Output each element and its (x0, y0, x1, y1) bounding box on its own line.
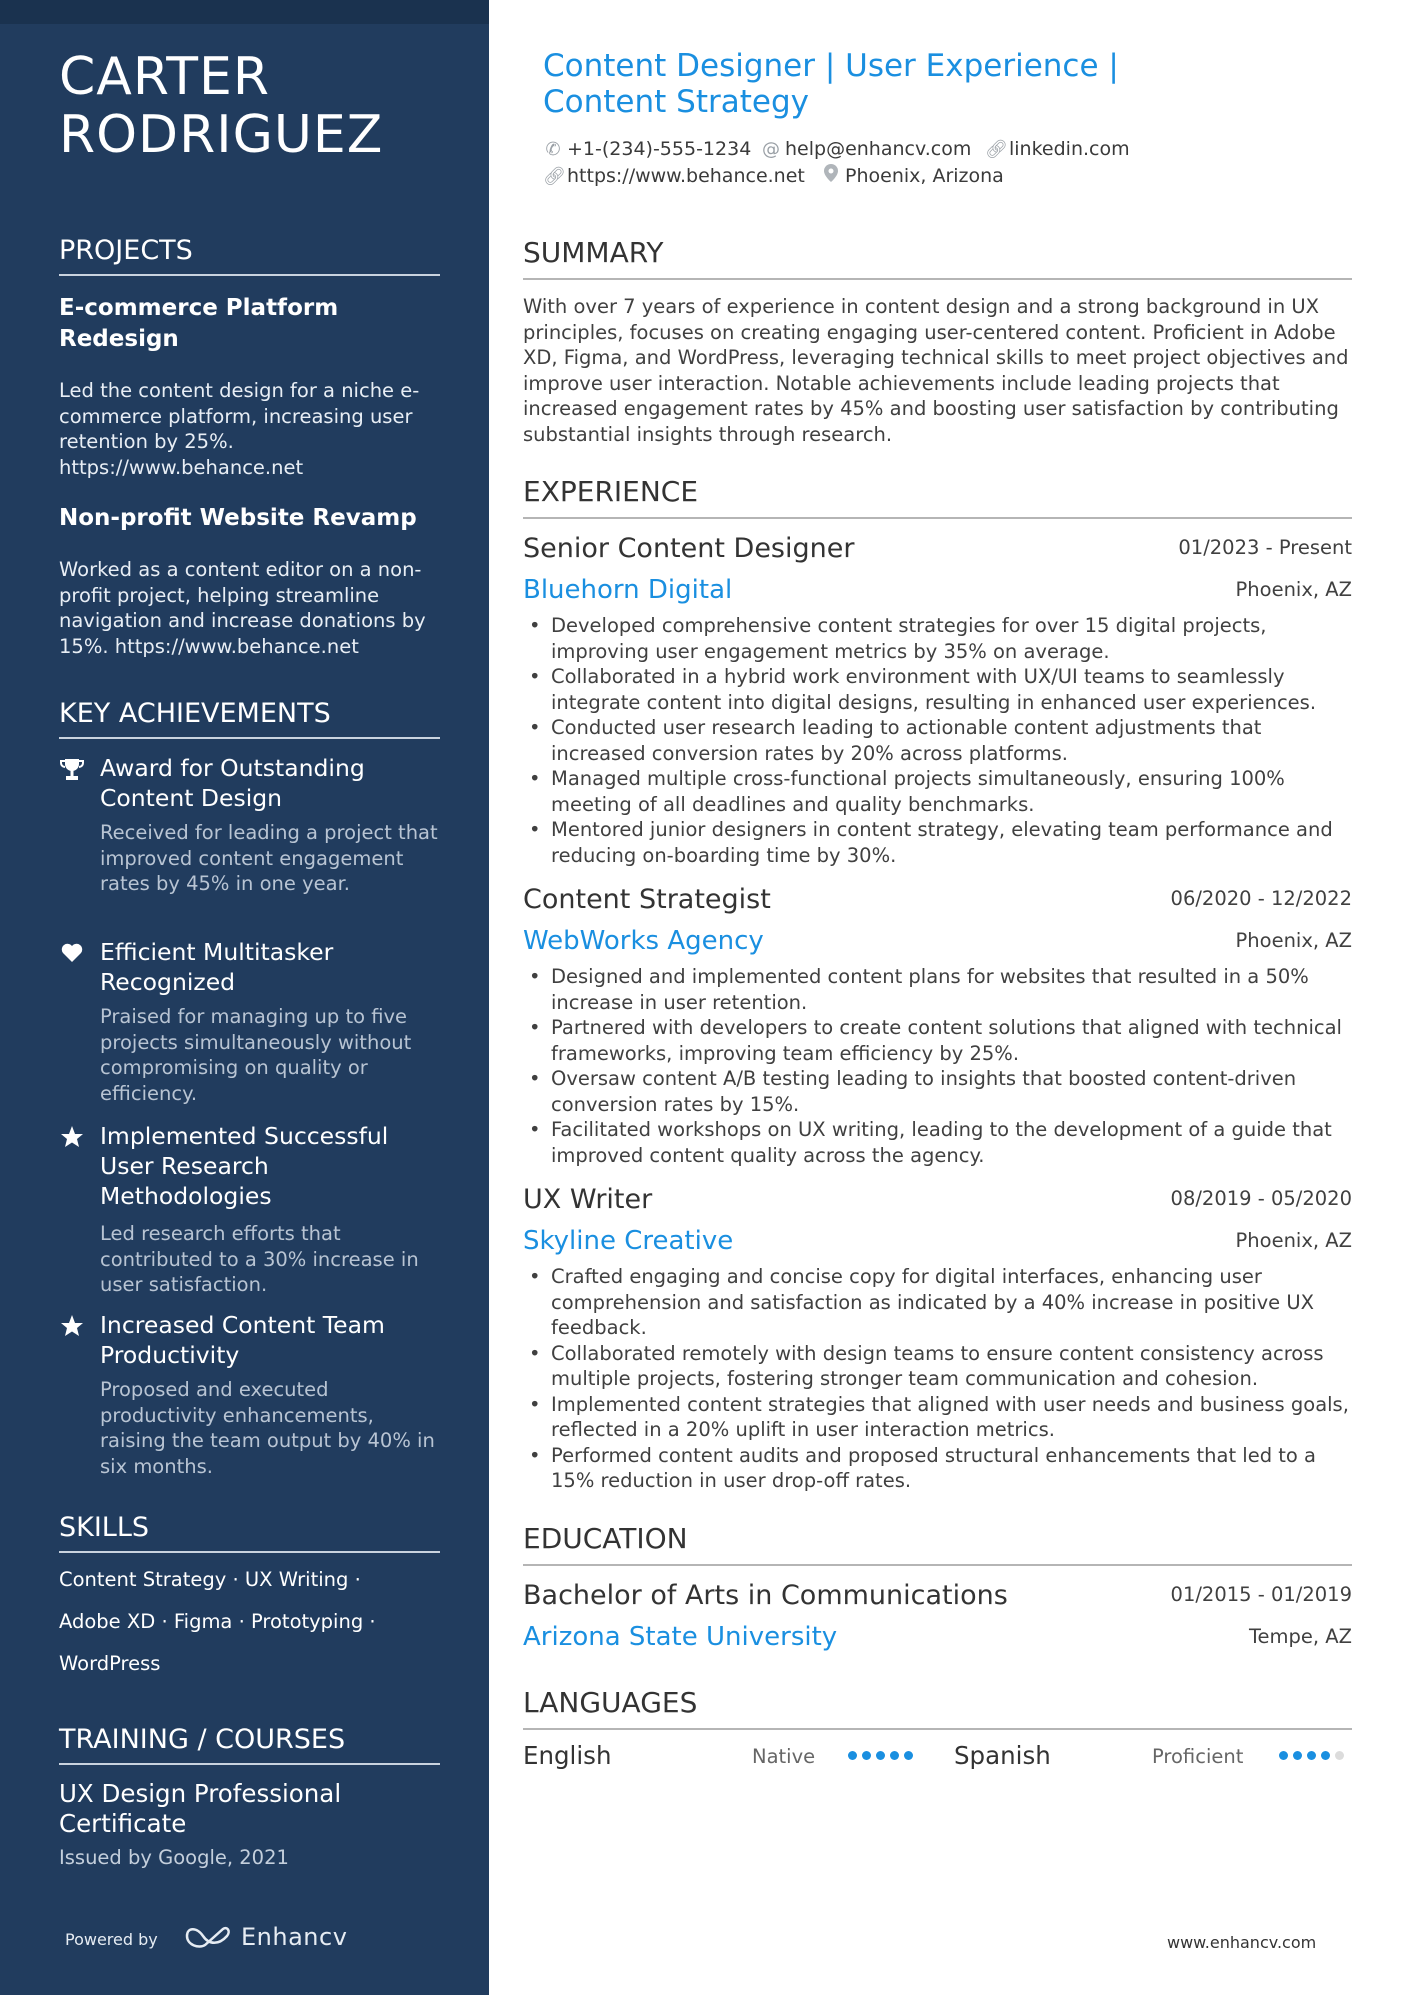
bullet-item: • Mentored junior designers in content strategy, elevating team performance and reducing on-boarding time by 30%. (523, 817, 1352, 868)
enhancv-logo-icon (183, 1921, 235, 1951)
summary-text: With over 7 years of experience in content design and a strong background in UX principles, focuses on creating engaging user-centered content. Proficient in Adobe XD, Figma, and WordPress, leveraging technical skills to meet project objectives and improve user interaction. Notable achievements include leading projects that increased engagement rates by 45% and boosting user satisfaction by contributing substantial insights through research. (523, 295, 1349, 446)
course-issuer: Issued by Google, 2021 (59, 1846, 289, 1869)
bullet-item: • Crafted engaging and concise copy for digital interfaces, enhancing user comprehension and satisfaction as indicated by a 40% increase in positive UX feedback. (523, 1264, 1352, 1341)
bullet-item: • Collaborated in a hybrid work environment with UX/UI teams to seamlessly integrate content into digital designs, resulting in enhanced user experiences. (523, 664, 1352, 715)
achievement-title: Award for Outstanding Content Design (100, 754, 365, 812)
heart-icon (59, 941, 85, 967)
school-location: Tempe, AZ (1248, 1625, 1352, 1648)
job-dates: 01/2023 - Present (1178, 536, 1352, 559)
job-company[interactable]: Skyline Creative (523, 1226, 734, 1256)
project-description: Led the content design for a niche e-commerce platform, increasing user retention by 25%. https://www.behance.net (59, 379, 420, 479)
job-location: Phoenix, AZ (1235, 1229, 1352, 1252)
achievement-title: Implemented Successful User Research Methodologies (100, 1122, 389, 1210)
contact-phone[interactable] (543, 137, 751, 162)
location-text: Phoenix, Arizona (845, 165, 1004, 187)
enhancv-logo-text: Enhancv (241, 1923, 348, 1951)
achievement-title: Increased Content Team Productivity (100, 1311, 385, 1369)
first-name: CARTER (59, 47, 270, 107)
rating-dot-filled (890, 1751, 899, 1760)
bullet-item: • Performed content audits and proposed structural enhancements that led to a 15% reduction in user drop-off rates. (523, 1443, 1352, 1494)
phone-text: +1-(234)-555-1234 (567, 138, 752, 160)
sidebar (0, 0, 489, 1995)
enhancv-logo[interactable] (183, 1921, 348, 1957)
website-text: https://www.behance.net (567, 165, 805, 187)
education-heading: EDUCATION (523, 1522, 1352, 1566)
language-name: Spanish (954, 1741, 1051, 1770)
rating-dot-empty (1335, 1751, 1344, 1760)
star-icon (59, 1125, 85, 1151)
job-title: Senior Content Designer (523, 533, 855, 564)
achievement-description: Proposed and executed productivity enhancements, raising the team output by 40% in six months. (100, 1378, 435, 1478)
achievements-heading: KEY ACHIEVEMENTS (59, 697, 440, 739)
bullet-item: • Facilitated workshops on UX writing, leading to the development of a guide that improved content quality across the agency. (523, 1117, 1352, 1168)
bullet-item: • Conducted user research leading to actionable content adjustments that increased conversion rates by 20% across platforms. (523, 715, 1352, 766)
summary-heading: SUMMARY (523, 236, 1352, 280)
experience-heading: EXPERIENCE (523, 475, 1352, 519)
course-title: UX Design Professional Certificate (59, 1779, 342, 1838)
contact-location (821, 164, 1004, 189)
job-location: Phoenix, AZ (1235, 929, 1352, 952)
job-title: Content Strategist (523, 884, 771, 915)
job-company[interactable]: Bluehorn Digital (523, 575, 733, 605)
degree-title: Bachelor of Arts in Communications (523, 1580, 1008, 1611)
rating-dot-filled (1307, 1751, 1316, 1760)
location-pin-icon (821, 164, 841, 189)
project-title: E-commerce Platform Redesign (59, 295, 339, 352)
language-rating (848, 1740, 928, 1770)
achievement-description: Received for leading a project that improved content engagement rates by 45% in one year. (100, 821, 438, 895)
link-icon: 🔗︎ (985, 139, 1008, 160)
contact-website[interactable] (543, 164, 805, 189)
bullet-item: • Developed comprehensive content strategies for over 15 digital projects, improving user engagement metrics by 35% on average. (523, 613, 1352, 664)
training-heading: TRAINING / COURSES (59, 1723, 440, 1765)
powered-by-label: Powered by (65, 1930, 158, 1949)
achievement-title: Efficient Multitasker Recognized (100, 938, 334, 996)
rating-dot-filled (1279, 1751, 1288, 1760)
bullet-item: • Implemented content strategies that aligned with user needs and business goals, reflected in a 20% uplift in user interaction metrics. (523, 1392, 1352, 1443)
skills-line: WordPress (59, 1652, 161, 1675)
skills-line: Content Strategy · UX Writing · (59, 1568, 361, 1591)
link-icon: 🔗︎ (543, 166, 566, 187)
language-level: Native (752, 1745, 816, 1768)
last-name: RODRIGUEZ (59, 105, 384, 165)
star-icon (59, 1314, 85, 1340)
rating-dot-filled (848, 1751, 857, 1760)
job-company[interactable]: WebWorks Agency (523, 926, 764, 956)
rating-dot-filled (1293, 1751, 1302, 1760)
language-name: English (523, 1741, 612, 1770)
trophy-icon (59, 757, 85, 783)
project-title: Non-profit Website Revamp (59, 505, 417, 531)
education-dates: 01/2015 - 01/2019 (1170, 1583, 1352, 1606)
bullet-item: • Managed multiple cross-functional projects simultaneously, ensuring 100% meeting of all deadlines and quality benchmarks. (523, 766, 1352, 817)
achievement-description: Led research efforts that contributed to a 30% increase in user satisfaction. (100, 1222, 419, 1296)
school-name[interactable]: Arizona State University (523, 1622, 838, 1652)
skills-line: Adobe XD · Figma · Prototyping · (59, 1610, 376, 1633)
job-bullets (523, 1264, 1352, 1494)
job-dates: 08/2019 - 05/2020 (1170, 1187, 1352, 1210)
contact-linkedin[interactable] (985, 137, 1130, 162)
achievement-description: Praised for managing up to five projects simultaneously without compromising on quality or efficiency. (100, 1005, 412, 1105)
language-rating (1279, 1740, 1359, 1770)
linkedin-text: linkedin.com (1009, 138, 1130, 160)
email-text: help@enhancv.com (785, 138, 972, 160)
sidebar-top-strip (0, 0, 489, 24)
job-bullets (523, 964, 1352, 1168)
rating-dot-filled (904, 1751, 913, 1760)
rating-dot-filled (876, 1751, 885, 1760)
skills-heading: SKILLS (59, 1511, 440, 1553)
phone-icon: ✆ (545, 139, 561, 160)
contact-email[interactable] (761, 137, 971, 162)
headline: Content Designer | User Experience | Content Strategy (543, 48, 1119, 120)
job-title: UX Writer (523, 1184, 653, 1215)
languages-heading: LANGUAGES (523, 1686, 1352, 1730)
language-level: Proficient (1152, 1745, 1244, 1768)
rating-dot-filled (862, 1751, 871, 1760)
at-icon: @ (762, 139, 780, 160)
bullet-item: • Oversaw content A/B testing leading to insights that boosted content-driven conversion rates by 15%. (523, 1066, 1352, 1117)
project-description: Worked as a content editor on a non-profit project, helping streamline navigation and increase donations by 15%. https://www.behance.net (59, 558, 426, 658)
candidate-name (59, 48, 440, 164)
footer-url[interactable]: www.enhancv.com (1167, 1933, 1317, 1952)
job-bullets (523, 613, 1352, 868)
bullet-item: • Collaborated remotely with design teams to ensure content consistency across multiple projects, fostering stronger team communication and cohesion. (523, 1341, 1352, 1392)
bullet-item: • Partnered with developers to create content solutions that aligned with technical frameworks, improving team efficiency by 25%. (523, 1015, 1352, 1066)
bullet-item: • Designed and implemented content plans for websites that resulted in a 50% increase in user retention. (523, 964, 1352, 1015)
job-dates: 06/2020 - 12/2022 (1170, 887, 1352, 910)
rating-dot-filled (1321, 1751, 1330, 1760)
job-location: Phoenix, AZ (1235, 578, 1352, 601)
projects-heading: PROJECTS (59, 234, 440, 276)
